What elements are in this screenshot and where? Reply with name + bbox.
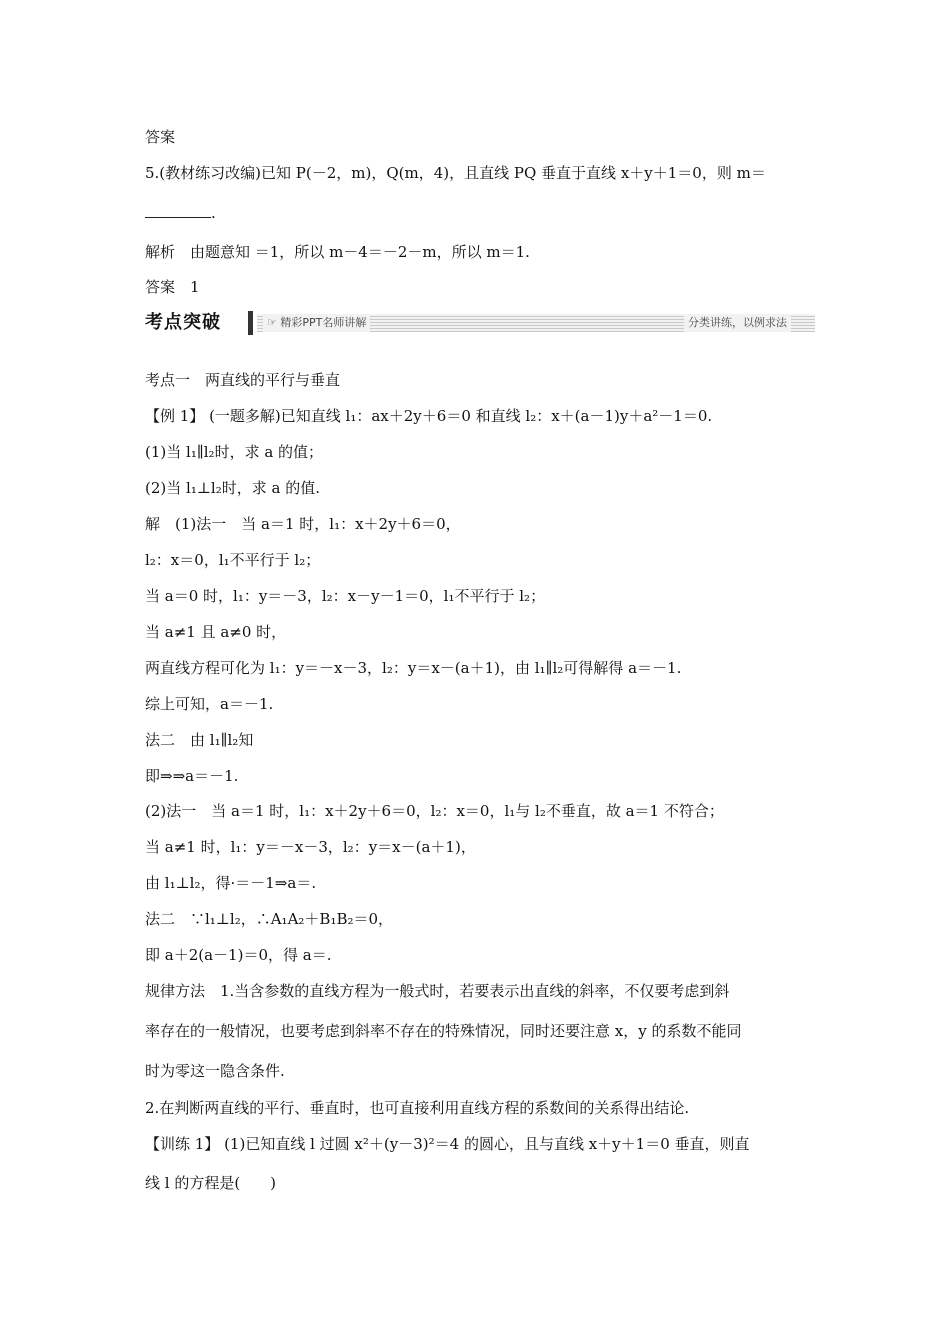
- example-1: 【例 1】 (一题多解)已知直线 l₁：ax＋2y＋6＝0 和直线 l₂：x＋(a－1)y＋a²－1＝0.: [145, 407, 713, 425]
- answer-label: 答案: [145, 128, 176, 146]
- solution-line: l₂：x＝0，l₁不平行于 l₂；: [145, 551, 321, 569]
- solution-line: 法二 ∵l₁⊥l₂，∴A₁A₂＋B₁B₂＝0，: [145, 910, 394, 928]
- answer-blank-line: .: [145, 203, 810, 223]
- solution-line: 当 a≠1 且 a≠0 时，: [145, 623, 287, 641]
- solution-line: 当 a≠1 时，l₁：y＝－x－3，l₂：y＝x－(a＋1)，: [145, 838, 476, 856]
- answer-blank: [145, 203, 211, 218]
- banner-title: 考点突破: [145, 312, 221, 333]
- solution-line: 两直线方程可化为 l₁：y＝－x－3，l₂：y＝x－(a＋1)，由 l₁∥l₂可得解得 a＝－1.: [145, 659, 682, 677]
- example-1-part-2: (2)当 l₁⊥l₂时，求 a 的值.: [145, 479, 320, 497]
- section-banner: [145, 311, 815, 335]
- question-5: 5.(教材练习改编)已知 P(－2，m)，Q(m，4)，且直线 PQ 垂直于直线 x＋y＋1＝0，则 m＝: [145, 164, 766, 182]
- solution-line: 综上可知，a＝－1.: [145, 695, 274, 713]
- exercise-1: 【训练 1】 (1)已知直线 l 过圆 x²＋(y－3)²＝4 的圆心，且与直线 x＋y＋1＝0 垂直，则直: [145, 1135, 750, 1153]
- method-summary: 率存在的一般情况，也要考虑到斜率不存在的特殊情况，同时还要注意 x，y 的系数不能同: [145, 1022, 742, 1040]
- topic-heading: 考点一 两直线的平行与垂直: [145, 371, 341, 389]
- banner-right-text: 分类讲练，以例求法: [684, 314, 791, 332]
- method-point-2: 2.在判断两直线的平行、垂直时，也可直接利用直线方程的系数间的关系得出结论.: [145, 1099, 690, 1117]
- banner-divider: [248, 311, 253, 335]
- exercise-1: 线 l 的方程是( ): [145, 1174, 277, 1192]
- method-summary: 时为零这一隐含条件.: [145, 1062, 285, 1080]
- solution-line: 即 a＋2(a－1)＝0，得 a＝.: [145, 946, 332, 964]
- solution-line: 由 l₁⊥l₂，得·＝－1⇒a＝.: [145, 874, 317, 892]
- answer-5: 答案 1: [145, 278, 200, 296]
- solution-line: 即⇒⇒a＝－1.: [145, 767, 239, 785]
- solution-line: 法二 由 l₁∥l₂知: [145, 731, 254, 749]
- example-1-part-1: (1)当 l₁∥l₂时，求 a 的值；: [145, 443, 324, 461]
- solution-line: (2)法一 当 a＝1 时，l₁：x＋2y＋6＝0，l₂：x＝0，l₁与 l₂不垂直，故 a＝1 不符合；: [145, 802, 724, 820]
- banner-subtitle: ☞ 精彩PPT名师讲解: [263, 314, 370, 332]
- solution-line: 解 (1)法一 当 a＝1 时，l₁：x＋2y＋6＝0，: [145, 515, 461, 533]
- method-summary: 规律方法 1.当含参数的直线方程为一般式时，若要表示出直线的斜率，不仅要考虑到斜: [145, 982, 730, 1000]
- solution-5: 解析 由题意知 ＝1，所以 m－4＝－2－m，所以 m＝1.: [145, 243, 530, 261]
- solution-line: 当 a＝0 时，l₁：y＝－3，l₂：x－y－1＝0，l₁不平行于 l₂；: [145, 587, 546, 605]
